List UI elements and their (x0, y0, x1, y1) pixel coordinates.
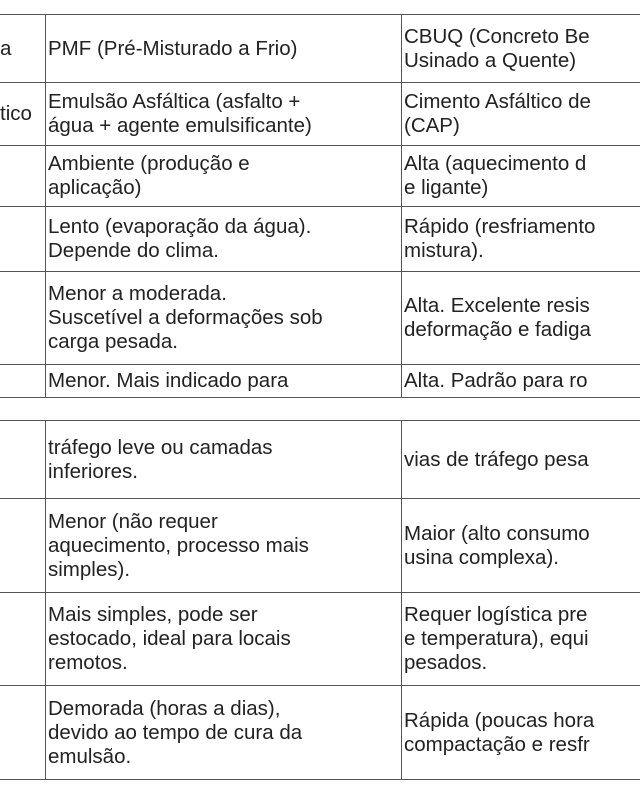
cell-text-line: vias de tráfego pesa (404, 447, 589, 471)
cell-text-line: tráfego leve ou camadas (48, 435, 273, 459)
pmf-cell (46, 499, 402, 593)
cell-text-line: Alta. Excelente resis (404, 294, 590, 317)
cell-text-line: tico (0, 102, 32, 125)
pmf-cell (46, 365, 402, 398)
cell-text-line: Usinado a Quente) (404, 48, 577, 72)
cell-text-line: devido ao tempo de cura da (48, 720, 303, 744)
pmf-cell (46, 146, 402, 207)
table-row (0, 15, 640, 83)
row-label-cell (0, 499, 46, 593)
cell-text-line: Cimento Asfáltico de (404, 90, 591, 113)
cell-text-line: Lento (evaporação da água). (48, 215, 312, 238)
cell-text-line: Suscetível a deformações sob (48, 306, 323, 329)
cell-text-line: Alta (aquecimento d (404, 152, 587, 175)
cell-text-line: e temperatura), equi (404, 627, 589, 650)
cell-text-line: Ambiente (produção e (48, 152, 250, 175)
cell-text-line: Menor (não requer (48, 509, 218, 533)
cbuq-cell (402, 421, 640, 499)
cell-text-line: inferiores. (48, 459, 139, 483)
cell-text-line: Rápido (resfriamento (404, 215, 596, 238)
row-label-cell (0, 272, 46, 365)
row-label-cell (0, 146, 46, 207)
cell-text-line: estocado, ideal para locais (48, 627, 291, 650)
cell-text-line: Requer logística pre (404, 603, 588, 626)
row-label-cell (0, 83, 46, 146)
table-row (0, 686, 640, 780)
cell-text-line: (CAP) (404, 114, 460, 137)
table-row (0, 207, 640, 272)
cell-text-line: a (0, 36, 12, 60)
cell-text-line: carga pesada. (48, 330, 178, 353)
cbuq-cell (402, 146, 640, 207)
row-label-cell (0, 365, 46, 398)
cell-text-line: Alta. Padrão para ro (404, 369, 588, 392)
pmf-cell (46, 15, 402, 83)
cbuq-cell (402, 686, 640, 780)
cell-text-line: Depende do clima. (48, 239, 219, 262)
cell-text-line: Emulsão Asfáltica (asfalto + (48, 90, 301, 113)
cbuq-cell (402, 207, 640, 272)
table-row (0, 83, 640, 146)
pmf-cell (46, 207, 402, 272)
cell-text-line: CBUQ (Concreto Be (404, 24, 590, 48)
cell-text-line: água + agente emulsificante) (48, 114, 312, 137)
cell-text-line: e ligante) (404, 176, 489, 199)
cell-text-line: Rápida (poucas hora (404, 708, 595, 732)
cbuq-cell (402, 499, 640, 593)
cell-text-line: emulsão. (48, 744, 132, 768)
cbuq-cell (402, 83, 640, 146)
comparison-table-bottom (0, 420, 640, 780)
cell-text-line: simples). (48, 557, 131, 581)
cell-text-line: aplicação) (48, 176, 142, 199)
table-row (0, 146, 640, 207)
pmf-cell (46, 83, 402, 146)
row-label-cell (0, 421, 46, 499)
cell-text-line: Demorada (horas a dias), (48, 696, 281, 720)
pmf-cell (46, 593, 402, 686)
row-label-cell (0, 15, 46, 83)
row-label-cell (0, 207, 46, 272)
cell-text-line: remotos. (48, 651, 128, 674)
cell-text-line: Menor. Mais indicado para (48, 369, 289, 392)
cell-text-line: Mais simples, pode ser (48, 603, 258, 626)
table-row (0, 421, 640, 499)
cell-text-line: mistura). (404, 239, 484, 262)
cell-text-line: pesados. (404, 651, 488, 674)
cell-text-line: usina complexa). (404, 545, 559, 569)
table-row (0, 499, 640, 593)
row-label-cell (0, 593, 46, 686)
cell-text-line: Maior (alto consumo (404, 521, 590, 545)
pmf-cell (46, 686, 402, 780)
page-gap (0, 406, 640, 420)
row-label-cell (0, 686, 46, 780)
cell-text-line: Menor a moderada. (48, 282, 227, 305)
pmf-cell (46, 272, 402, 365)
cell-text-line: aquecimento, processo mais (48, 533, 309, 557)
table-row (0, 365, 640, 398)
cell-text-line: PMF (Pré-Misturado a Frio) (48, 36, 298, 60)
table-row (0, 272, 640, 365)
cbuq-cell (402, 365, 640, 398)
cbuq-cell (402, 593, 640, 686)
comparison-table-top (0, 14, 640, 398)
cbuq-cell (402, 272, 640, 365)
pmf-cell (46, 421, 402, 499)
cell-text-line: compactação e resfr (404, 732, 590, 756)
cell-text-line: deformação e fadiga (404, 318, 591, 341)
cbuq-cell (402, 15, 640, 83)
table-row (0, 593, 640, 686)
